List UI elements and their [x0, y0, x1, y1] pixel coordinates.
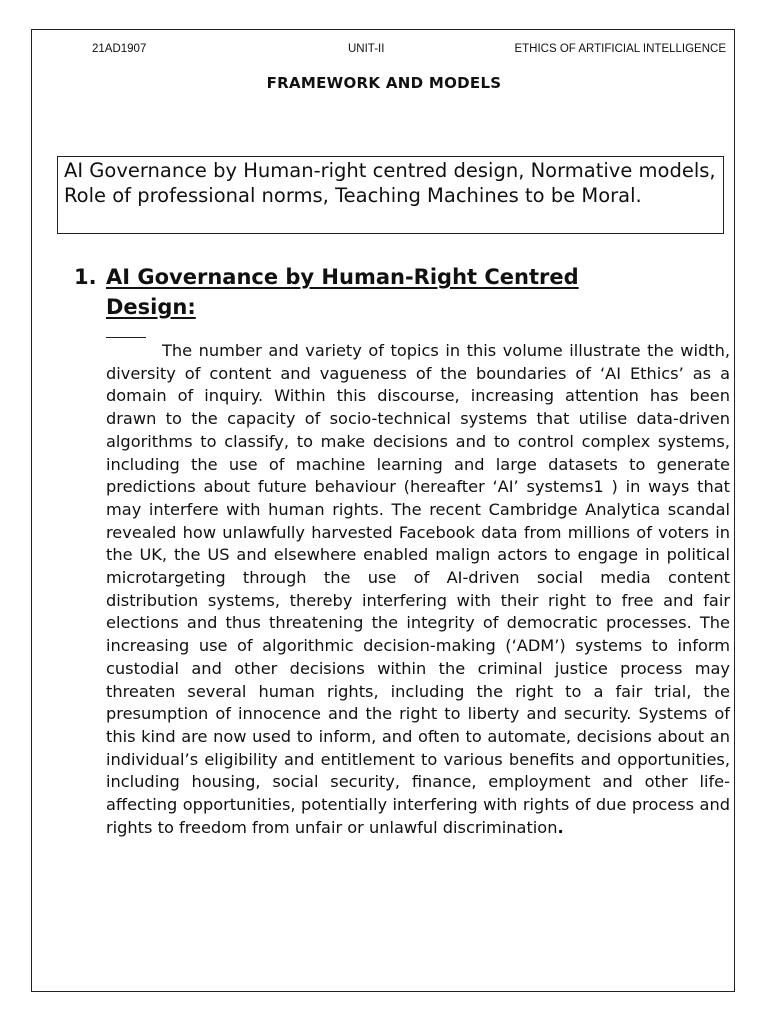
header-course-code: 21AD1907: [92, 43, 147, 55]
topics-box: AI Governance by Human-right centred design, Normative models, Role of professional norms, Teaching Machines to be Moral.: [57, 156, 724, 234]
section-body-paragraph: [106, 340, 730, 839]
page-title: FRAMEWORK AND MODELS: [266, 74, 502, 92]
section-body-text: The number and variety of topics in this volume illustrate the width, diversity of content and vagueness of the boundaries of ‘AI Ethics’ as a domain of inquiry. Within this discourse, increasing attention has been drawn to the capacity of socio-technical systems that utilise data-driven algorithms to classify, to make decisions and to control complex systems, including the use of machine learning and large datasets to generate predictions about future behaviour (hereafter ‘AI’ systems1 ) in ways that may interfere with human rights. The recent Cambridge Analytica scandal revealed how unlawfully harvested Facebook data from millions of voters in the UK, the US and elsewhere enabled malign actors to engage in political microtargeting through the use of AI-driven social media content distribution systems, thereby interfering with their right to free and fair elections and thus threatening the integrity of democratic processes. The increasing use of algorithmic decision-making (‘ADM’) systems to inform custodial and other decisions within the criminal justice process may threaten several human rights, including the right to a fair trial, the presumption of innocence and the right to liberty and security. Systems of this kind are now used to inform, and often to automate, decisions about an individual’s eligibility and entitlement to various benefits and opportunities, including housing, social security, finance, employment and other life-affecting opportunities, potentially interfering with rights of due process and rights to freedom from unfair or unlawful discrimination: [106, 341, 730, 837]
section-heading: AI Governance by Human-Right Centred Design:: [106, 265, 579, 319]
section-number: 1.: [74, 265, 97, 289]
heading-underline-rule: [106, 337, 146, 338]
section-body-period: .: [557, 817, 564, 837]
header-unit: UNIT-II: [348, 43, 385, 55]
header-course-name: ETHICS OF ARTIFICIAL INTELLIGENCE: [514, 43, 726, 55]
